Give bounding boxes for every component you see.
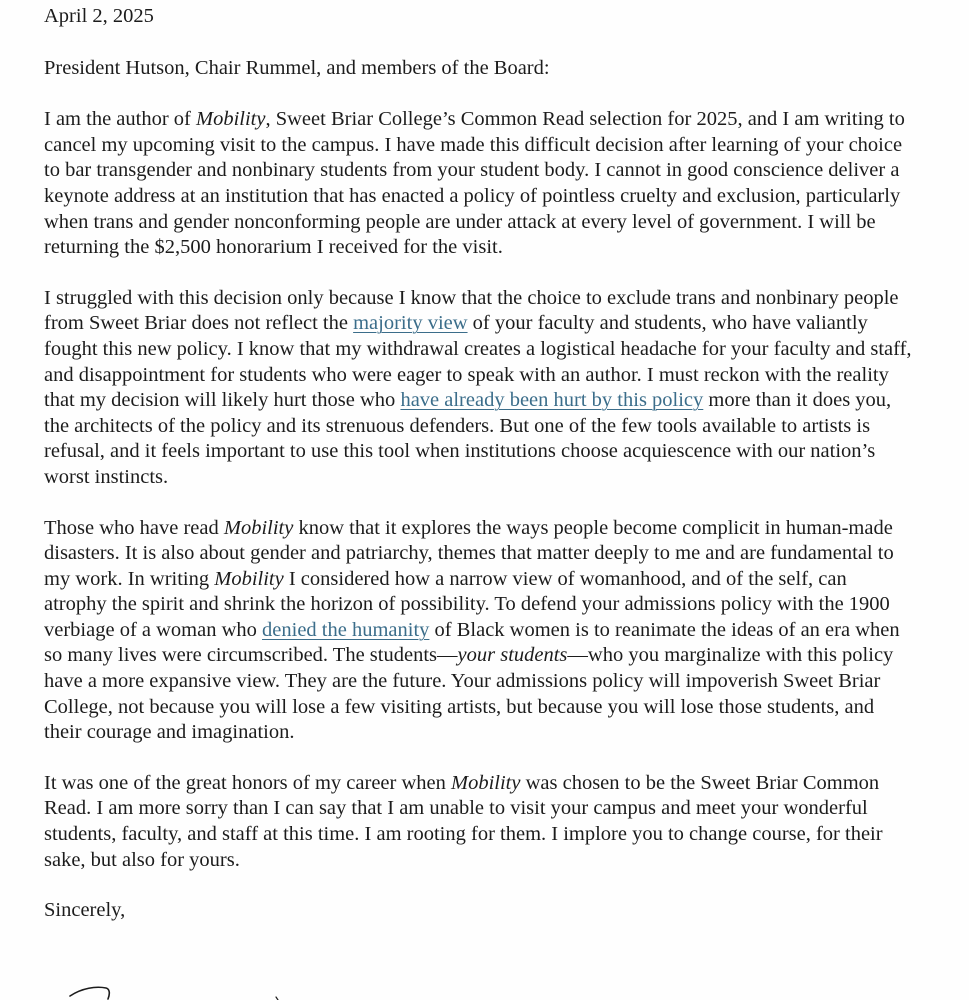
paragraph-1 [44,107,914,261]
p4-text-c: was chosen to be the Sweet Briar Common Read. I am more sorry than I can say that I am unable to visit your campus and meet your wonderful students, faculty, and staff at this time. I am rooting for them. I implore you to change course, for their sake, but also for yours. [44,771,883,871]
p3-text-a: Those who have read [44,516,224,539]
already-hurt-link[interactable]: have already been hurt by this policy [400,389,704,412]
p3-text-f: of Black women is to reanimate the ideas of an era when so many lives were circumscribed. The students— [44,618,900,667]
letter-body [44,4,914,924]
p2-text-a: I struggled with this decision only because I know that the choice to exclude trans and nonbinary people from Sweet Briar does not reflect the [44,286,899,335]
p1-text-a: I am the author of [44,108,196,131]
p2-text-c: more than it does you, the architects of the policy and its strenuous defenders. But one of the few tools available to artists is refusal, and it feels important to use this tool when institutions choose acquiescence with our nation’s worst instincts. [44,389,892,488]
signature-mark [64,978,304,1000]
letter-date: April 2, 2025 [44,5,154,27]
letter-salutation: President Hutson, Chair Rummel, and members of the Board: [44,56,550,79]
book-title: Mobility [196,108,266,131]
your-students-emphasis: your students [457,644,568,667]
denied-humanity-link[interactable]: denied the humanity [262,618,430,641]
paragraph-3 [44,516,914,746]
p2-text-b: of your faculty and students, who have valiantly fought this new policy. I know that my withdrawal creates a logistical headache for your faculty and staff, and disappointment for students who were eager to speak with an author. I must reckon with the reality that my decision will likely hurt those who [44,312,912,412]
p4-text-a: It was one of the great honors of my career when [44,771,451,794]
paragraph-4 [44,771,914,873]
paragraph-2 [44,286,914,491]
book-title: Mobility [451,771,521,794]
p3-text-h: —who you marginalize with this policy have a more expansive view. They are the future. Your admissions policy will impoverish Sweet Briar College, not because you will lose a few visiting artists, but because you will lose those students, and their courage and imagination. [44,644,894,744]
book-title: Mobility [223,516,294,539]
p3-text-c: know that it explores the ways people become complicit in human-made disasters. It is also about gender and patriarchy, themes that matter deeply to me and are fundamental to my work. In writing [44,516,894,590]
letter-closing: Sincerely, [44,899,126,922]
p1-text-c: , Sweet Briar College’s Common Read selection for 2025, and I am writing to cancel my upcoming visit to the campus. I have made this difficult decision after learning of your choice to bar transgender and nonbinary students from your student body. I cannot in good conscience deliver a keynote address at an institution that has enacted a policy of pointless cruelty and exclusion, particularly when trans and gender nonconforming people are under attack at every level of government. I will be returning the $2,500 honorarium I received for the visit. [44,108,905,259]
majority-view-link[interactable]: majority view [353,312,468,335]
book-title: Mobility [214,567,284,590]
p3-text-e: I considered how a narrow view of womanhood, and of the self, can atrophy the spirit and shrink the horizon of possibility. To defend your admissions policy with the 1900 verbiage of a woman who [44,567,890,641]
